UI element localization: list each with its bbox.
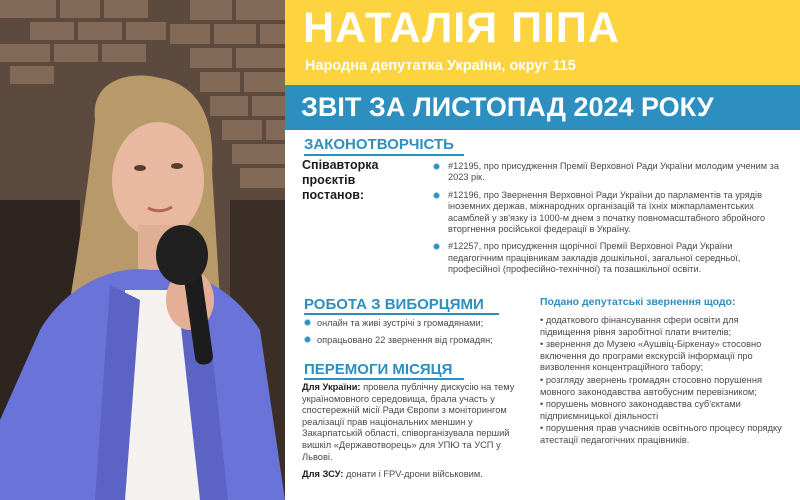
wins-zsu: Для ЗСУ: донати і FPV-дрони військовим. [302,469,483,480]
portrait-photo [0,0,285,500]
report-title: ЗВІТ ЗА ЛИСТОПАД 2024 РОКУ [301,92,714,122]
wins-underline [304,378,464,380]
appeal-item: • звернення до Музею «Аушвіц-Біркенау» стосовно включення до програми екскурсій інформації про визволення концентраційного табору; [540,339,762,373]
bullet-icon [304,336,311,343]
voter-item: онлайн та живі зустрічі з громадянами; [304,317,529,329]
coauthor-label: Співавторка проєктів постанов: [302,158,379,202]
appeal-item: • порушення прав учасників освітнього процесу порядку атестації педагогічних працівників. [540,423,782,445]
bullet-icon [433,163,440,170]
wins-body [302,382,524,487]
report-banner [285,85,800,130]
appeal-item: • розгляду звернень громадян стосовно порушення мовного законодавства автобусним перевізником; [540,374,762,397]
deputy-name: НАТАЛІЯ ПІПА [303,4,620,52]
appeals-title: Подано депутатські звернення щодо: [540,296,736,308]
legislation-title: ЗАКОНОТВОРЧІСТЬ [304,136,454,153]
voters-list [304,317,529,351]
legislation-underline [304,154,464,156]
appeals-block [540,296,790,448]
header-banner [285,0,800,85]
appeal-item: • додаткового фінансування сфери освіти для підвищення рівня заробітної плати вчителів; [540,315,739,337]
voters-title: РОБОТА З ВИБОРЦЯМИ [304,296,484,313]
wins-title: ПЕРЕМОГИ МІСЯЦЯ [304,361,453,378]
voters-underline [304,313,499,315]
wins-ukraine: Для України: провела публічну дискусію на тему україномовного середовища, брала участь у спостережній місії Ради Європи з моніторингом реалізації прав національних меншин у Закарпатській області, співорганізувала перший вишкіл «Державотворець» для УПЮ та УСП у Львові. [302,382,515,462]
bullet-icon [304,319,311,326]
bill-item: #12195, про присудження Премії Верховної Ради України молодим ученим за 2023 рік. [432,161,787,184]
voter-item: опрацьовано 22 звернення від громадян; [304,334,529,346]
deputy-subtitle: Народна депутатка України, округ 115 [305,58,576,74]
bullet-icon [433,243,440,250]
portrait-illustration [0,0,285,500]
bills-list [432,161,787,282]
appeal-item: • порушень мовного законодавства суб'єктами підприємницької діяльності [540,399,741,421]
bill-item: #12196, про Звернення Верховної Ради України до парламентів та урядів іноземних держав, міжнародних організацій та їхніх міжпарламентських асамблей у зв'язку із 1000-м днем з початку повномасштабного збройного вторгнення російської федерації в Україну. [432,190,787,236]
bill-item: #12257, про присудження щорічної Премії Верховної Ради України педагогічним працівникам закладів дошкільної, загальної середньої, професійної (професійно-технічної) та позашкільної освіти. [432,241,787,275]
bullet-icon [433,192,440,199]
